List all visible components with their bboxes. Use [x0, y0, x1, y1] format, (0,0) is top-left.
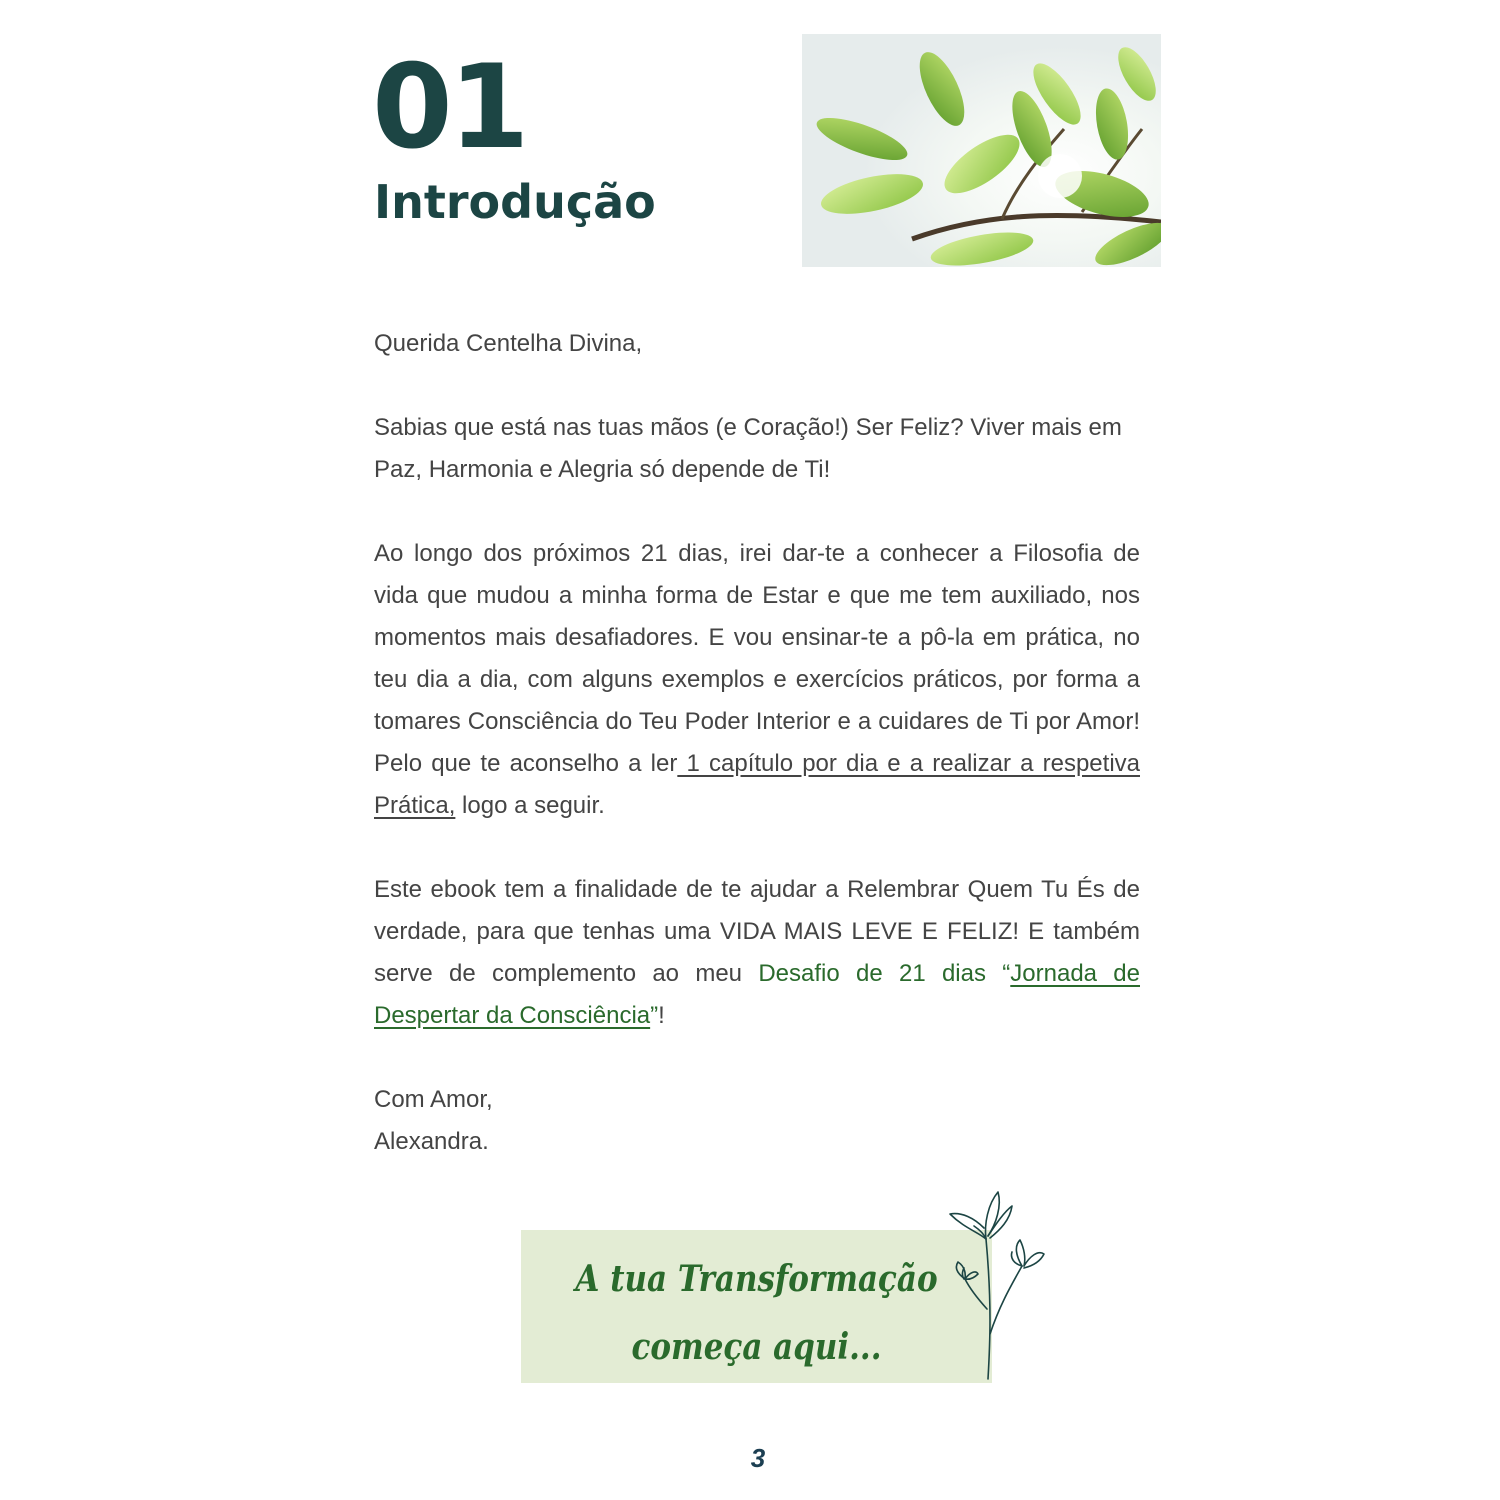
letter-paragraph-1: Sabias que está nas tuas mãos (e Coração!) Ser Feliz? Viver mais em Paz, Harmonia e Alegria só depende de Ti!	[374, 414, 1122, 483]
paragraph-3-end: !	[658, 1002, 665, 1029]
paragraph-2-tail: logo a seguir.	[455, 792, 605, 819]
transformation-banner	[521, 1230, 992, 1383]
paragraph-3-text: Este ebook tem a finalidade de te ajudar a Relembrar Quem Tu És de verdade, para que tenhas uma VIDA MAIS LEVE E FELIZ! E também serve de complemento ao meu	[374, 876, 1140, 987]
page-number: 3	[750, 1443, 766, 1473]
flower-line-art-icon	[940, 1184, 1050, 1384]
letter-body	[374, 323, 1140, 1163]
chapter-number: 01	[372, 40, 526, 175]
chapter-title: Introdução	[374, 175, 656, 229]
banner-line-2: começa aqui...	[631, 1326, 882, 1368]
letter-closing: Com Amor,	[374, 1086, 493, 1113]
letter-greeting: Querida Centelha Divina,	[374, 330, 643, 357]
paragraph-2-text: Ao longo dos próximos 21 dias, irei dar-te a conhecer a Filosofia de vida que mudou a minha forma de Estar e que me tem auxiliado, nos momentos mais desafiadores. E vou ensinar-te a pô-la em prática, no teu dia a dia, com alguns exemplos e exercícios práticos, por forma a tomares Consciência do Teu Poder Interior e a cuidares de Ti por Amor! Pelo que te aconselho a ler	[374, 540, 1140, 777]
challenge-prefix: Desafio de 21 dias “	[758, 960, 1011, 987]
challenge-link[interactable]: Jornada de Despertar da Consciência	[374, 960, 1140, 1029]
banner-line-1: A tua Transformação	[575, 1258, 938, 1300]
practice-advice-underlined: 1 capítulo por dia e a realizar a respetiva Prática,	[374, 750, 1140, 819]
letter-paragraph-3	[374, 869, 1140, 1037]
letter-paragraph-2	[374, 533, 1140, 827]
letter-signature: Alexandra.	[374, 1128, 489, 1155]
challenge-suffix: ”	[650, 1002, 659, 1029]
green-leaves-photo	[802, 34, 1161, 267]
